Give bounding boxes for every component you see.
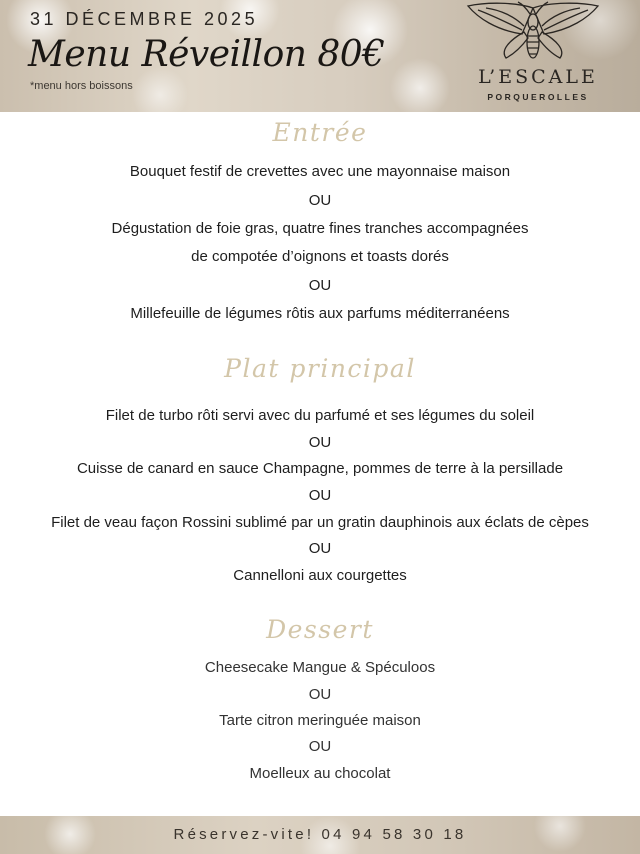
menu-line-or: OU [308, 277, 332, 294]
menu-line: de compotée d’oignons et toasts dorés [191, 248, 449, 265]
menu-line: Millefeuille de légumes rôtis aux parfums méditerranéens [130, 305, 510, 322]
section-title-dessert: Dessert [266, 615, 374, 644]
menu-line: Moelleux au chocolat [249, 765, 391, 782]
menu-line-or: OU [308, 738, 332, 755]
menu-line: Filet de veau façon Rossini sublimé par un gratin dauphinois aux éclats de cèpes [51, 514, 589, 531]
footer-banner [0, 816, 640, 854]
section-title-entree: Entrée [272, 118, 368, 147]
menu-line: Cannelloni aux courgettes [233, 567, 407, 584]
header-banner [0, 0, 640, 112]
menu-line-or: OU [308, 686, 332, 703]
reservation-phone: Réservez-vite! 04 94 58 30 18 [173, 826, 467, 843]
menu-line: Cheesecake Mangue & Spéculoos [204, 659, 436, 676]
drinks-note: *menu hors boissons [30, 80, 133, 92]
menu-line-or: OU [308, 487, 332, 504]
menu-line: Tarte citron meringuée maison [219, 712, 421, 729]
menu-line: Dégustation de foie gras, quatre fines tranches accompagnées [111, 220, 529, 237]
menu-line-or: OU [308, 192, 332, 209]
menu-line: Cuisse de canard en sauce Champagne, pommes de terre à la persillade [76, 460, 564, 477]
menu-line-or: OU [308, 434, 332, 451]
section-title-plat: Plat principal [224, 354, 416, 383]
menu-line: Bouquet festif de crevettes avec une mayonnaise maison [129, 163, 511, 180]
event-date: 31 DÉCEMBRE 2025 [30, 9, 259, 29]
brand-location: PORQUEROLLES [487, 92, 589, 102]
moth-icon [466, 0, 600, 68]
menu-title: Menu Réveillon 80€ [28, 34, 385, 75]
brand-name: L’ESCALE [478, 66, 598, 88]
menu-line: Filet de turbo rôti servi avec du parfumé et ses légumes du soleil [105, 407, 535, 424]
menu-line-or: OU [308, 540, 332, 557]
